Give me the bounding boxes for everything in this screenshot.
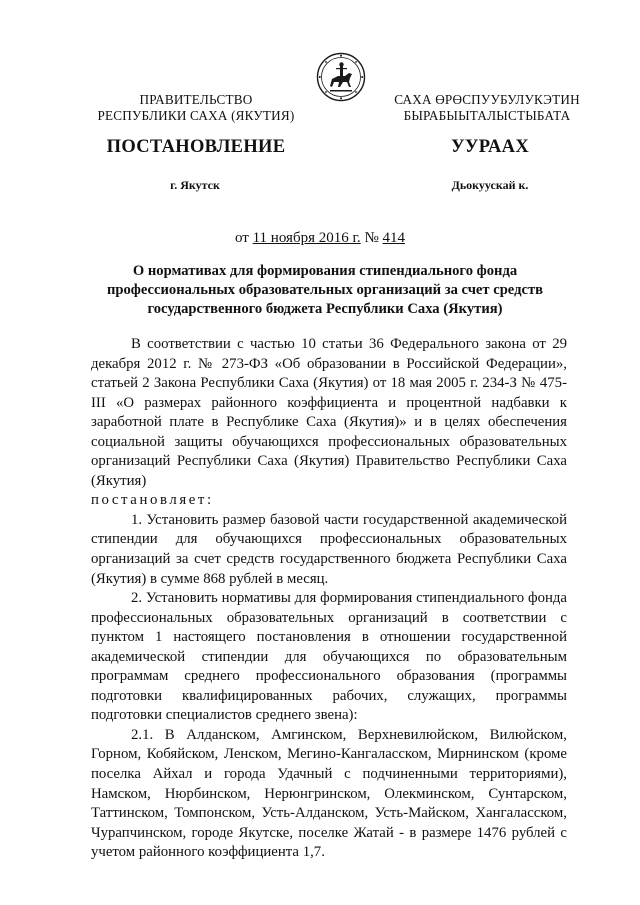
document-number: 414 <box>382 230 405 246</box>
document-body <box>91 335 567 863</box>
doc-type-sah: УУРААХ <box>451 137 529 157</box>
emblem-icon <box>316 52 366 102</box>
title-line2: профессиональных образовательных организаций за счет средств <box>106 282 544 298</box>
government-line1-sah: САХА ӨРӨСПУУБУЛУКЭТИН <box>394 92 580 107</box>
city-sah: Дьокуускай к. <box>451 178 529 192</box>
date-prefix: от <box>235 230 249 246</box>
government-line2-ru: РЕСПУБЛИКИ САХА (ЯКУТИЯ) <box>97 108 295 123</box>
item-2-1: 2.1. В Алданском, Амгинском, Верхневилюйском, Вилюйском, Горном, Кобяйском, Ленском, Мегино-Кангаласском, Мирнинском (кроме поселка Айхал и города Удачный с подчиненными территориями), Намском, Нюрбинском, Нерюнгринском, Олекминском, Сунтарском, Таттинском, Томпонском, Усть-Алданском, Усть-Майском, Хангаласском, Чурапчинском, городе Якутске, поселке Жатай - в размере 1476 рублей с учетом районного коэффициента 1,7. <box>91 726 567 861</box>
government-name-ru <box>96 92 296 124</box>
number-label: № <box>364 230 379 246</box>
decree-word <box>91 491 567 511</box>
document-title <box>90 262 560 319</box>
title-line3: государственного бюджета Республики Саха (Якутия) <box>147 301 503 317</box>
intro-paragraph: В соответствии с частью 10 статьи 36 Федерального закона от 29 декабря 2012 г. № 273-ФЗ «Об образовании в Российской Федерации», статьей 2 Закона Республики Саха (Якутия) от 18 мая 2005 г. 234-З № 475-III «О размерах районного коэффициента и процентной надбавки к заработной плате в Республике Саха (Якутия)» и в целях обеспечения социальной защиты обучающихся профессиональных образовательных организаций Республики Саха (Якутия) Правительство Республики Саха (Якутия) <box>91 336 567 489</box>
item-2: 2. Установить нормативы для формирования стипендиального фонда профессиональных образовательных организаций в соответствии с пунктом 1 настоящего постановления в отношении государственной академической стипендии для обучающихся по образовательным программам среднего профессионального образования (программы подготовки квалифицированных рабочих, служащих, программы подготовки специалистов среднего звена): <box>91 590 567 724</box>
item-1: 1. Установить размер базовой части государственной академической стипендии для обучающихся профессиональных образовательных организаций за счет средств государственного бюджета Республики Саха (Якутия) в сумме 868 рублей в месяц. <box>91 511 567 587</box>
city-ru: г. Якутск <box>170 178 220 192</box>
government-name-sah <box>372 92 602 124</box>
government-line1-ru: ПРАВИТЕЛЬСТВО <box>139 92 253 107</box>
government-line2-sah: БЫРАБЫЫТАЛЫСТЫБАТА <box>403 108 571 123</box>
date-number-line <box>0 230 640 247</box>
decree-text: постановляет: <box>91 492 214 509</box>
document-date: 11 ноября 2016 г. <box>252 230 361 246</box>
doc-type-ru: ПОСТАНОВЛЕНИЕ <box>106 137 286 157</box>
title-line1: О нормативах для формирования стипендиального фонда <box>132 263 518 279</box>
